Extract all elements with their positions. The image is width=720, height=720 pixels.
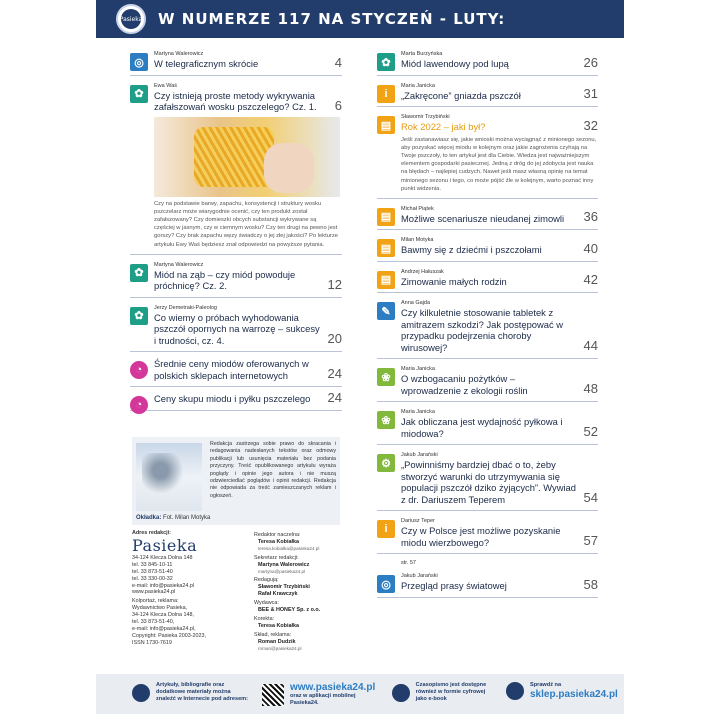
staff-role: Skład, reklama: bbox=[254, 631, 292, 638]
address-line: 34-124 Klecza Dolna 148, bbox=[132, 612, 195, 619]
entry-summary: Jeśli zastanawiasz się, jakie wnioski można wyciągnąć z minionego sezonu, aby pozyskać więcej miodu w kolejnym oraz jakie zagrożenia czyhają na Twoje pszczoły, to ten artykuł jest dla Ciebie. Wiedza jest najważniejszym elementem gospodarki pasiecznej. Jedną z dróg do jej zdobycia jest nauka na błędach – najlepiej cudzych. Nawet jeśli masz własną opinię na temat minionego sezonu i tego, co może pójść źle w kolejnym, warto poznać inny punkt widzenia. bbox=[401, 136, 597, 192]
book-icon: ▤ bbox=[377, 239, 395, 257]
toc-entry[interactable] bbox=[377, 572, 598, 598]
info-icon: i bbox=[377, 520, 395, 538]
staff-name: Teresa Kobiałka bbox=[258, 622, 299, 629]
entry-author: Andrzej Hałuszak bbox=[401, 268, 444, 275]
header-bar bbox=[96, 0, 624, 38]
entry-title: Czy istnieją proste metody wykrywania zafałszowań wosku pszczelego? Cz. 1. bbox=[154, 89, 317, 112]
toc-entry[interactable] bbox=[130, 358, 342, 387]
bee-icon: ✿ bbox=[130, 264, 148, 282]
entry-title: Miód lawendowy pod lupą bbox=[401, 58, 509, 69]
entry-author: Ewa Waś bbox=[154, 82, 178, 89]
address-line: ISSN 1730-7619 bbox=[132, 639, 172, 646]
toc-entry[interactable] bbox=[130, 304, 342, 353]
staff-email[interactable]: martyna@pasieka24.pl bbox=[258, 568, 306, 574]
address-line: Wydawnictwo Pasieka, bbox=[132, 605, 188, 612]
entry-page-number: 48 bbox=[583, 381, 598, 397]
toc-entry[interactable] bbox=[377, 299, 598, 359]
entry-author: Jakub Jarański bbox=[401, 452, 438, 459]
entry-page-number: 42 bbox=[583, 272, 598, 288]
toc-entry[interactable] bbox=[377, 236, 598, 262]
page-title: W NUMERZE 117 NA STYCZEŃ - LUTY: bbox=[158, 10, 506, 28]
toc-entry[interactable] bbox=[377, 205, 598, 231]
staff-name: Teresa Kobiałka bbox=[258, 538, 299, 545]
toc-entry[interactable] bbox=[377, 50, 598, 76]
entry-page-number: 57 bbox=[583, 533, 598, 549]
chart-icon: ◔ bbox=[130, 396, 148, 414]
entry-title: Ceny skupu miodu i pyłku pszczelego bbox=[154, 393, 311, 405]
disclaimer-text: Redakcja zastrzega sobie prawo do skracania i redagowania nadesłanych tekstów oraz odmowy publikacji lub usunięcia materiału bez podania przyczyny. Treść opublikowanego artykułu wyraża poglądy i opinie jego autora i nie muszą odzwierciedlać poglądów i opinii redakcji. Redakcja nie odpowiada za treść zamieszczanych reklam i ogłoszeń. bbox=[210, 441, 336, 499]
ebook-icon bbox=[392, 684, 410, 702]
entry-title: O wzbogacaniu pożytków – wprowadzenie z ekologii roślin bbox=[401, 373, 528, 396]
credits-box bbox=[132, 437, 340, 525]
bee-icon: ✿ bbox=[130, 307, 148, 325]
book-icon: ▤ bbox=[377, 271, 395, 289]
editorial-staff bbox=[254, 530, 352, 653]
staff-name: Roman Dudzik bbox=[258, 638, 296, 645]
entry-title: Czy w Polsce jest możliwe pozyskanie miodu wierzbowego? bbox=[401, 525, 561, 548]
address-line: www.pasieka24.pl bbox=[132, 589, 176, 596]
shop-link[interactable]: sklep.pasieka24.pl bbox=[530, 689, 618, 700]
entry-title: „Powinniśmy bardziej dbać o to, żeby stworzyć warunki do utrzymywania się populacji pszczół dziko żyjących”. Wywiad z dr. Dariuszem Teperem bbox=[401, 459, 576, 505]
entry-page-number: 40 bbox=[583, 240, 598, 256]
entry-author: Jakub Jarański bbox=[401, 573, 438, 580]
toc-entry[interactable] bbox=[377, 268, 598, 294]
entry-author: Dariusz Teper bbox=[401, 518, 435, 525]
bee-icon: ✿ bbox=[377, 53, 395, 71]
staff-name: Martyna Walerowicz bbox=[258, 561, 310, 568]
cover-photo bbox=[136, 443, 202, 511]
staff-name: BEE & HONEY Sp. z o.o. bbox=[258, 607, 321, 614]
entry-author: Martyna Walerowicz bbox=[154, 261, 204, 268]
left-column bbox=[130, 50, 342, 417]
pasieka-logo: Pasieka bbox=[116, 4, 146, 34]
entry-page-number: 24 bbox=[327, 366, 342, 382]
globe-icon: ◎ bbox=[377, 575, 395, 593]
entry-title: W telegraficznym skrócie bbox=[154, 58, 259, 69]
entry-page-number: 52 bbox=[583, 424, 598, 440]
address-line: tel. 33 873-51-40, bbox=[132, 619, 175, 626]
website-link[interactable]: www.pasieka24.pl bbox=[290, 682, 376, 693]
staff-role: Redagują: bbox=[254, 577, 279, 584]
page-reference: str. 57 bbox=[401, 560, 416, 567]
toc-entry[interactable] bbox=[377, 113, 598, 199]
globe-icon: ◎ bbox=[130, 53, 148, 71]
entry-author: Martyna Walerowicz bbox=[154, 51, 204, 57]
entry-author: Milan Motyka bbox=[401, 237, 434, 244]
entry-page-number: 12 bbox=[327, 276, 342, 292]
entry-author: Maria Janicka bbox=[401, 82, 435, 89]
address-line: tel. 33 845-10-11 bbox=[132, 561, 173, 568]
entry-title: Co wiemy o próbach wyhodowania pszczół opornych na warrozę – sukcesy i trudności, cz. 4. bbox=[154, 311, 320, 346]
address-line: e-mail: info@pasieka24.pl bbox=[132, 582, 195, 589]
address-line: tel. 33 873-51-40 bbox=[132, 568, 173, 575]
bottom-strip: Artykuły, bibliografie oraz dodatkowe materiały można znaleźć w Internecie pod adresem: www.pasieka24.pl oraz w aplikacji mobilnej Pasieka24. Czasopismo jest dostępne również w formie cyfrowej jako e-book Sprawdź na sklep.pasieka24.pl bbox=[96, 674, 624, 714]
cover-credit: Okładka: Fot. Milan Motyka bbox=[136, 515, 211, 521]
entry-page-number: 24 bbox=[327, 389, 342, 405]
book-icon bbox=[132, 684, 150, 702]
entry-page-number: 6 bbox=[334, 97, 342, 113]
toc-entry[interactable] bbox=[130, 261, 342, 298]
staff-name: Rafał Krawczyk bbox=[258, 591, 298, 598]
info-icon: i bbox=[377, 85, 395, 103]
address-line: e-mail: info@pasieka24.pl, bbox=[132, 625, 196, 632]
entry-page-number: 4 bbox=[334, 54, 342, 70]
pen-icon: ✎ bbox=[377, 302, 395, 320]
magazine-page bbox=[96, 0, 624, 720]
entry-page-number: 54 bbox=[583, 490, 598, 506]
staff-role: Sekretarz redakcji: bbox=[254, 554, 299, 561]
entry-page-number: 26 bbox=[583, 54, 598, 70]
qr-code-icon bbox=[262, 684, 284, 706]
toc-entry[interactable] bbox=[377, 408, 598, 445]
staff-email[interactable]: teresa.kobialka@pasieka24.pl bbox=[258, 545, 320, 551]
entry-title: Rok 2022 – jaki był? bbox=[401, 121, 486, 132]
entry-title: Miód na ząb – czy miód powoduje próchnicę? Cz. 2. bbox=[154, 268, 296, 292]
entry-author: Michał Piątek bbox=[401, 205, 434, 212]
entry-title: Zimowanie małych rodzin bbox=[401, 275, 507, 287]
entry-author: Maria Janicka bbox=[401, 409, 435, 416]
right-column bbox=[377, 50, 598, 604]
toc-entry[interactable] bbox=[377, 517, 598, 554]
brand-wordmark: Pasieka bbox=[132, 535, 198, 555]
flower-icon: ❀ bbox=[377, 368, 395, 386]
entry-author: Anna Gajda bbox=[401, 300, 431, 307]
staff-name: Sławomir Trzybiński bbox=[258, 584, 310, 591]
editorial-address: Adres redakcji: Pasieka 34-124 Klecza Dolna 148 tel. 33 845-10-11 tel. 33 873-51-40 tel. 33 330-00-32 e-mail: info@pasieka24.pl www.pasieka24.pl Kolportaż, reklama: Wydawnictwo Pasieka, 34-124 Klecza Dolna 148, tel. 33 873-51-40, e-mail: info@pasieka24.pl, Copyright: Pasieka 2003-2023, ISSN 1730-7619 bbox=[132, 530, 242, 647]
entry-title: Jak obliczana jest wydajność pyłkowa i miodowa? bbox=[401, 416, 563, 439]
entry-author: Maria Janicka bbox=[401, 366, 435, 373]
entry-title: Przegląd prasy światowej bbox=[401, 580, 507, 592]
book-icon: ▤ bbox=[377, 116, 395, 134]
entry-author: Sławomir Trzybiński bbox=[401, 114, 450, 120]
toc-entry[interactable] bbox=[130, 389, 342, 412]
honeycomb-photo bbox=[154, 117, 340, 197]
entry-page-number: 31 bbox=[583, 86, 598, 101]
address-line: 34-124 Klecza Dolna 148 bbox=[132, 554, 193, 561]
staff-role: Wydawca: bbox=[254, 600, 279, 607]
toc-entry[interactable] bbox=[377, 365, 598, 402]
entry-title: Bawmy się z dziećmi i pszczołami bbox=[401, 244, 542, 256]
address-line: Copyright: Pasieka 2003-2023, bbox=[132, 632, 207, 639]
staff-role: Redaktor naczelna: bbox=[254, 532, 301, 538]
bike-icon: ⚙ bbox=[377, 454, 395, 472]
entry-page-number: 44 bbox=[583, 338, 598, 354]
entry-summary: Czy na podstawie barwy, zapachu, konsystencji i struktury wosku pszczelarz może wiarygodnie ocenić, czy ten produkt został zafałszowany? Czy domieszki obcych substancji wykrywane są częściej w jasnym, czy w ciemnym wosku? Czy ten drugi na pewno jest gorszy? Czy brak zapachu węzy świadczy o jej złej jakości? Po lekturze artykułu Ewy Waś będziesz znał odpowiedzi na powyższe pytania. bbox=[154, 200, 338, 248]
entry-title: Możliwe scenariusze nieudanej zimowli bbox=[401, 212, 565, 224]
address-line: tel. 33 330-00-32 bbox=[132, 575, 173, 582]
chart-icon: ◔ bbox=[130, 361, 148, 379]
entry-page-number: 58 bbox=[583, 576, 598, 592]
flower-icon: ❀ bbox=[377, 411, 395, 429]
entry-title: „Zakręcone” gniazda pszczół bbox=[401, 89, 521, 101]
toc-entry[interactable] bbox=[130, 82, 342, 255]
toc-entry[interactable] bbox=[130, 50, 342, 76]
toc-entry[interactable] bbox=[377, 451, 598, 511]
staff-email[interactable]: roman@pasieka24.pl bbox=[258, 645, 302, 651]
bee-icon: ✿ bbox=[130, 85, 148, 103]
book-icon: ▤ bbox=[377, 208, 395, 226]
entry-title: Średnie ceny miodów oferowanych w polskich sklepach internetowych bbox=[154, 358, 309, 381]
entry-author: Marta Burzyńska bbox=[401, 51, 443, 57]
entry-title: Czy kilkuletnie stosowanie tabletek z amitrazem szkodzi? Jak postępować w przypadku podejrzenia choroby wirusowej? bbox=[401, 307, 564, 353]
entry-author: Jerzy Demetraki-Paleolog bbox=[154, 304, 217, 311]
entry-page-number: 32 bbox=[583, 117, 598, 133]
cart-icon bbox=[506, 682, 524, 700]
entry-page-number: 36 bbox=[583, 209, 598, 225]
toc-entry[interactable] bbox=[377, 82, 598, 108]
entry-page-number: 20 bbox=[327, 331, 342, 347]
staff-role: Korekta: bbox=[254, 615, 275, 622]
